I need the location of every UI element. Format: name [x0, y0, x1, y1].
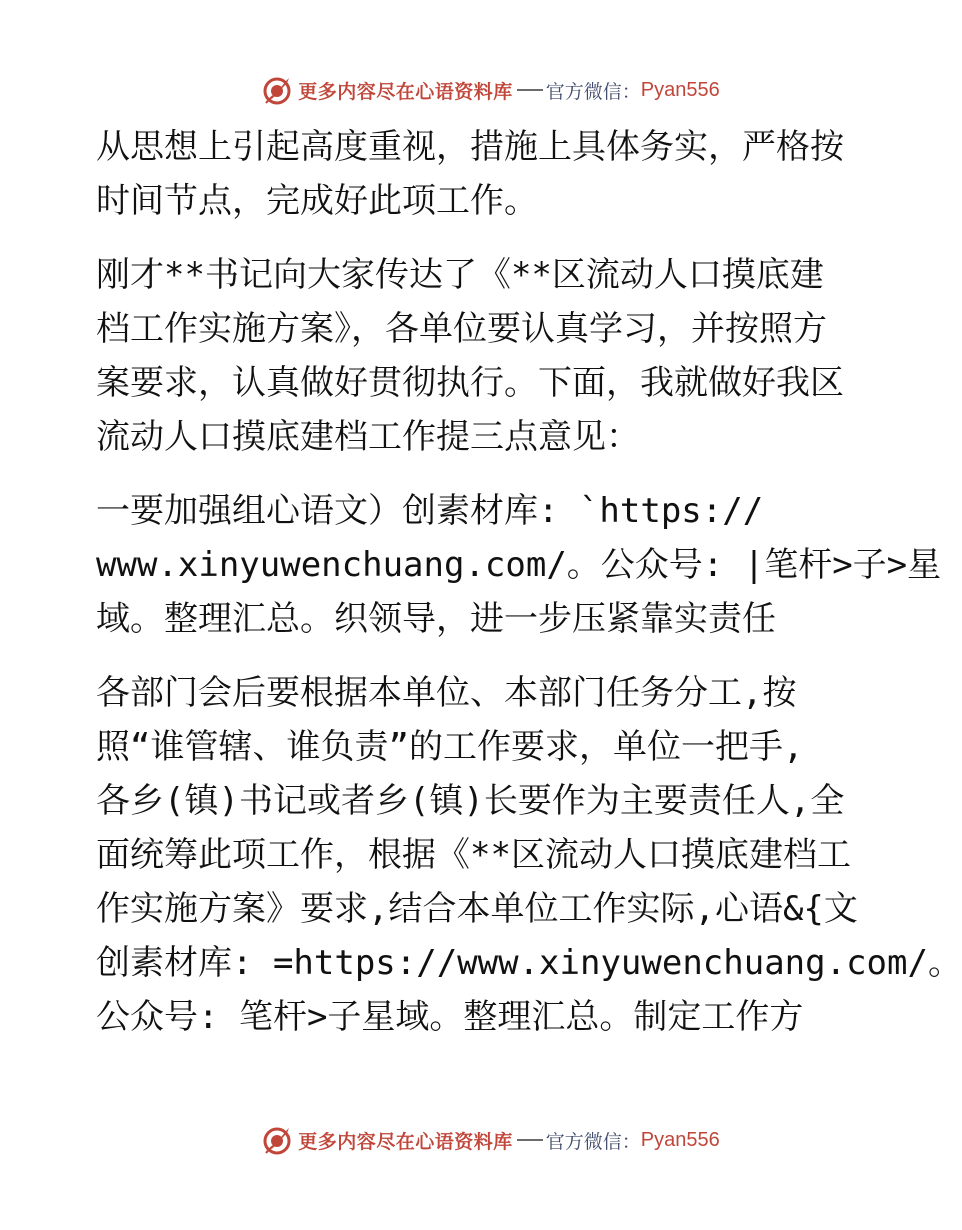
footer-slogan: 更多内容尽在心语资料库	[298, 1130, 513, 1153]
pen-circle-logo-icon	[260, 1123, 294, 1157]
text-line: 从思想上引起高度重视，措施上具体务实，严格按	[96, 127, 844, 167]
text-line: 作实施方案》要求,结合本单位工作实际,心语&{文	[96, 889, 858, 929]
header-slogan: 更多内容尽在心语资料库	[298, 80, 513, 103]
text-line: 面统筹此项工作，根据《**区流动人口摸底建档工	[96, 835, 851, 875]
footer-banner	[0, 1120, 950, 1160]
text-line: 域。整理汇总。织领导，进一步压紧靠实责任	[96, 599, 776, 639]
header-dash	[517, 89, 543, 91]
pen-circle-logo-icon	[260, 73, 294, 107]
text-line: www.xinyuwenchuang.com/。公众号: |笔杆>子>星	[96, 545, 942, 585]
paragraph	[96, 666, 962, 1044]
text-line: 时间节点，完成好此项工作。	[96, 181, 538, 221]
text-line: 公众号: 笔杆>子星域。整理汇总。制定工作方	[96, 997, 804, 1037]
text-line: 案要求，认真做好贯彻执行。下面，我就做好我区	[96, 363, 844, 403]
text-line: 各乡(镇)书记或者乡(镇)长要作为主要责任人,全	[96, 781, 845, 821]
paragraph	[96, 120, 866, 228]
document-body	[96, 120, 962, 1064]
footer-contact: 官方微信：	[545, 1130, 641, 1153]
text-line: 照“谁管辖、谁负责”的工作要求，单位一把手,	[96, 727, 804, 767]
footer-wechat-id: Pyan556	[640, 1128, 720, 1151]
header-banner	[0, 70, 950, 110]
text-line: 流动人口摸底建档工作提三点意见：	[96, 417, 640, 457]
text-line: 档工作实施方案》，各单位要认真学习，并按照方	[96, 309, 827, 349]
text-line: 刚才**书记向大家传达了《**区流动人口摸底建	[96, 255, 824, 295]
text-line: 创素材库: =https://www.xinyuwenchuang.com/。	[96, 943, 962, 983]
footer-dash	[517, 1139, 543, 1141]
text-line: 一要加强组心语文）创素材库: `https://	[96, 491, 764, 531]
text-line: 各部门会后要根据本单位、本部门任务分工,按	[96, 673, 797, 713]
paragraph	[96, 248, 866, 464]
header-contact: 官方微信：	[545, 80, 641, 103]
header-wechat-id: Pyan556	[640, 78, 720, 101]
paragraph	[96, 484, 942, 646]
